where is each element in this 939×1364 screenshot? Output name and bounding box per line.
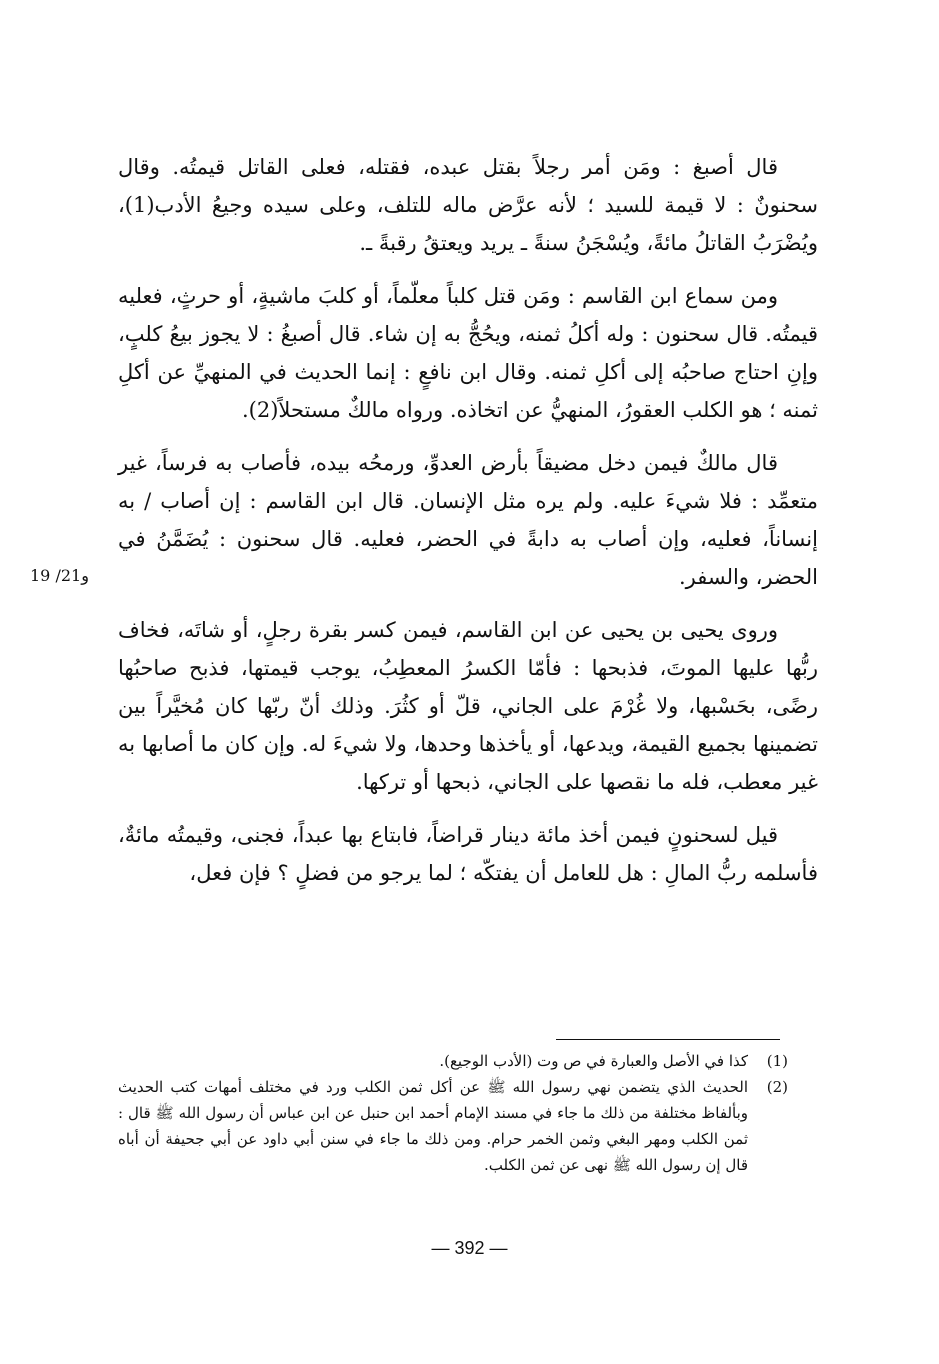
paragraph-4: وروى يحيى بن يحيى عن ابن القاسم، فيمن كسر بقرة رجلٍ، أو شاتَه، فخاف ربُّها عليها الموتَ، فذبحها : فأمّا الكسرُ المعطِبُ، يوجب قيمتها، فذبح صاحبُها رضًى، بحَسْبها، ولا غُرْمَ على الجاني، قلّ أو كثُرَ. وذلك أنّ ربّها كان مُخيَّراً بين تضمينها بجميع القيمة، ويدعها، أو يأخذها وحدها، ولا شيءَ له. وإن كان ما أصابها به غير معطب، فله ما نقصها على الجاني، ذبحها أو تركها. [118,618,818,794]
footnote-1 [118,1048,788,1074]
page-number: — 392 — [431,1238,508,1258]
footnotes [118,1048,788,1178]
main-text [118,148,818,907]
paragraph-3: قال مالكٌ فيمن دخل مضيقاً بأرض العدوِّ، ورمحُه بيده، فأصاب به فرساً، غير متعمِّد : فلا شيءَ عليه. ولم يره مثل الإنسان. قال ابن القاسم : إن أصاب / به إنساناً، فعليه، وإن أصاب به دابةً في الحضر، فعليه. قال سحنون : يُضَمَّنُ في الحضر، والسفر. [118,451,818,589]
paragraph-1: قال أصبغ : ومَن أمر رجلاً بقتل عبده، فقتله، فعلى القاتل قيمتُه. وقال سحنونٌ : لا قيمة للسيد ؛ لأنه عرَّض ماله للتلف، وعلى سيده وجيعُ الأدب(1)، ويُضْرَبُ القاتلُ مائةً، ويُسْجَنُ سنةً ـ يريد ويعتقُ رقبةً ـ. [118,155,818,255]
footnote-number: (1) [766,1052,788,1070]
paragraph-5: قيل لسحنونٍ فيمن أخذ مائة دينار قراضاً، فابتاع بها عبداً، فجنى، وقيمتُه مائةٌ، فأسلمه ربُّ المالِ : هل للعامل أن يفتكّه ؛ لما يرجو من فضلٍ ؟ فإن فعل، [118,823,818,885]
footnote-text: كذا في الأصل والعبارة في ص وت (الأدب الوجيع). [439,1052,748,1070]
footnote-text: الحديث الذي يتضمن نهي رسول الله ﷺ عن أكل ثمن الكلب ورد في مختلف أمهات كتب الحديث وبألفاظ مختلفة من ذلك ما جاء في مسند الإمام أحمد ابن حنبل عن ابن عباس أن رسول الله ﷺ قال : ثمن الكلب ومهر البغي وثمن الخمر حرام. ومن ذلك ما جاء في سنن أبي داود عن أبي جحيفة أن أباه قال إن رسول الله ﷺ نهى عن ثمن الكلب. [118,1078,748,1174]
paragraph-2: ومن سماع ابن القاسم : ومَن قتل كلباً معلّماً، أو كلبَ ماشيةٍ، أو حرثٍ، فعليه قيمتُه. قال سحنون : وله أكلُ ثمنه، ويحُجُّ به إن شاء. قال أصبغُ : لا يجوز بيعُ كلبٍ، وإنِ احتاج صاحبُه إلى أكلِ ثمنه. وقال ابن نافعٍ : إنما الحديث في المنهيِّ عن أكلِ ثمنه ؛ هو الكلب العقورُ، المنهيُّ عن اتخاذه. ورواه مالكٌ مستحلاً(2). [118,284,818,422]
footnote-2 [118,1074,788,1178]
footnote-divider [556,1039,780,1040]
footnote-number: (2) [766,1078,788,1096]
manuscript-folio-note: 19 /21و [30,566,89,585]
